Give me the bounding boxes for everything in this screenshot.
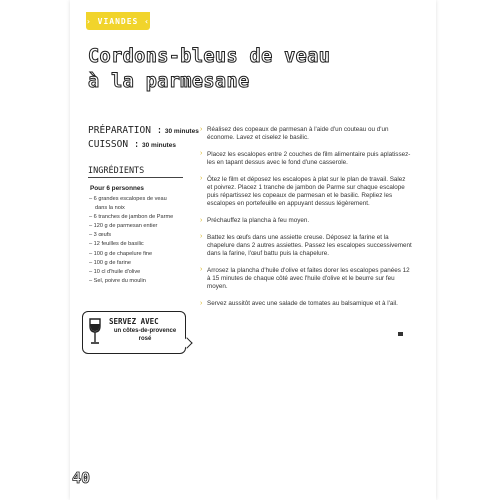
wine-name: un côtes-de-provence — [113, 328, 177, 334]
wine-pairing-bubble — [82, 311, 186, 354]
chevron-right-icon: › — [200, 150, 203, 158]
recipe-meta — [88, 124, 199, 152]
step-text: Réalisez des copeaux de parmesan à l'aide d'un couteau ou d'un économe. Lavez et ciselez le basilic. — [207, 126, 389, 142]
recipe-steps — [200, 126, 412, 317]
section-tab: › VIANDES ‹ — [86, 12, 150, 30]
wine-title: SERVEZ AVEC — [109, 317, 159, 326]
recipe-title — [88, 44, 408, 94]
ingredients-list — [89, 195, 189, 286]
page-number: 40 — [72, 469, 91, 487]
chevron-right-icon: › — [200, 233, 203, 241]
step-text: Placez les escalopes entre 2 couches de film alimentaire puis aplatissez-les en tapant dessus avec le fond d'une casserole. — [207, 150, 411, 167]
ingredient-item: – 6 grandes escalopes de veau — [89, 196, 167, 202]
recipe-step — [200, 151, 412, 167]
chevron-right-icon: › — [200, 266, 203, 274]
chevron-right-icon: › — [200, 125, 203, 133]
ingredient-item: dans la noix — [95, 205, 125, 212]
ingredient-item: – 6 tranches de jambon de Parme — [89, 214, 174, 221]
ingredient-item: – 100 g de farine — [89, 259, 131, 266]
recipe-step — [200, 176, 412, 209]
chevron-right-icon: › — [200, 216, 203, 224]
prep-label: PRÉPARATION : — [88, 125, 163, 136]
cook-time — [88, 138, 199, 152]
recipe-step — [200, 234, 412, 259]
step-text: Servez aussitôt avec une salade de tomates au balsamique et à l'ail. — [207, 300, 398, 308]
wine-glass-icon — [88, 318, 102, 346]
prep-value: 30 minutes — [164, 128, 199, 135]
ingredient-item: – 120 g de parmesan entier — [89, 223, 158, 230]
cook-value: 30 minutes — [142, 142, 176, 149]
ingredients-heading: INGRÉDIENTS — [88, 166, 183, 178]
recipe-step — [200, 300, 412, 308]
ingredient-item: – 100 g de chapelure fine — [89, 250, 153, 257]
servings: Pour 6 personnes — [90, 185, 144, 192]
step-text: Ôtez le film et déposez les escalopes à plat sur le plan de travail. Salez et poivrez. Placez 1 tranche de jambon de Parme sur chaque escalope puis répartissez les copeaux de parmesan et le basilic. Repliez les escalopes en portefeuille en appuyant dessus légèrement. — [207, 175, 406, 208]
recipe-step — [200, 267, 412, 292]
recipe-step — [200, 217, 412, 225]
recipe-step — [200, 126, 412, 142]
ingredient-item: – 12 feuilles de basilic — [89, 241, 144, 248]
ingredient-item: – 10 cl d'huile d'olive — [89, 268, 141, 275]
wine-type: rosé — [138, 336, 152, 342]
step-text: Battez les œufs dans une assiette creuse. Déposez la farine et la chapelure dans 2 autres assiettes. Passez les escalopes successivement dans la farine, l'œuf battu puis la chapelure. — [207, 233, 412, 258]
recipe-title-line-2: à la parmesane — [88, 71, 250, 92]
recipe-title-line-1: Cordons-bleus de veau — [88, 46, 331, 67]
chevron-right-icon: › — [200, 299, 203, 307]
prep-time — [88, 124, 199, 138]
ingredient-item: – Sel, poivre du moulin — [89, 277, 146, 284]
ingredient-item: – 3 œufs — [89, 232, 112, 239]
cook-label: CUISSON : — [88, 139, 140, 150]
chevron-right-icon: › — [200, 175, 203, 183]
step-text: Préchauffez la plancha à feu moyen. — [207, 217, 310, 225]
end-mark-icon — [398, 332, 403, 336]
step-text: Arrosez la plancha d'huile d'olive et faites dorer les escalopes panées 12 à 15 minutes de chaque côté avec l'huile d'olive et le beurre sur feu moyen. — [207, 266, 410, 291]
